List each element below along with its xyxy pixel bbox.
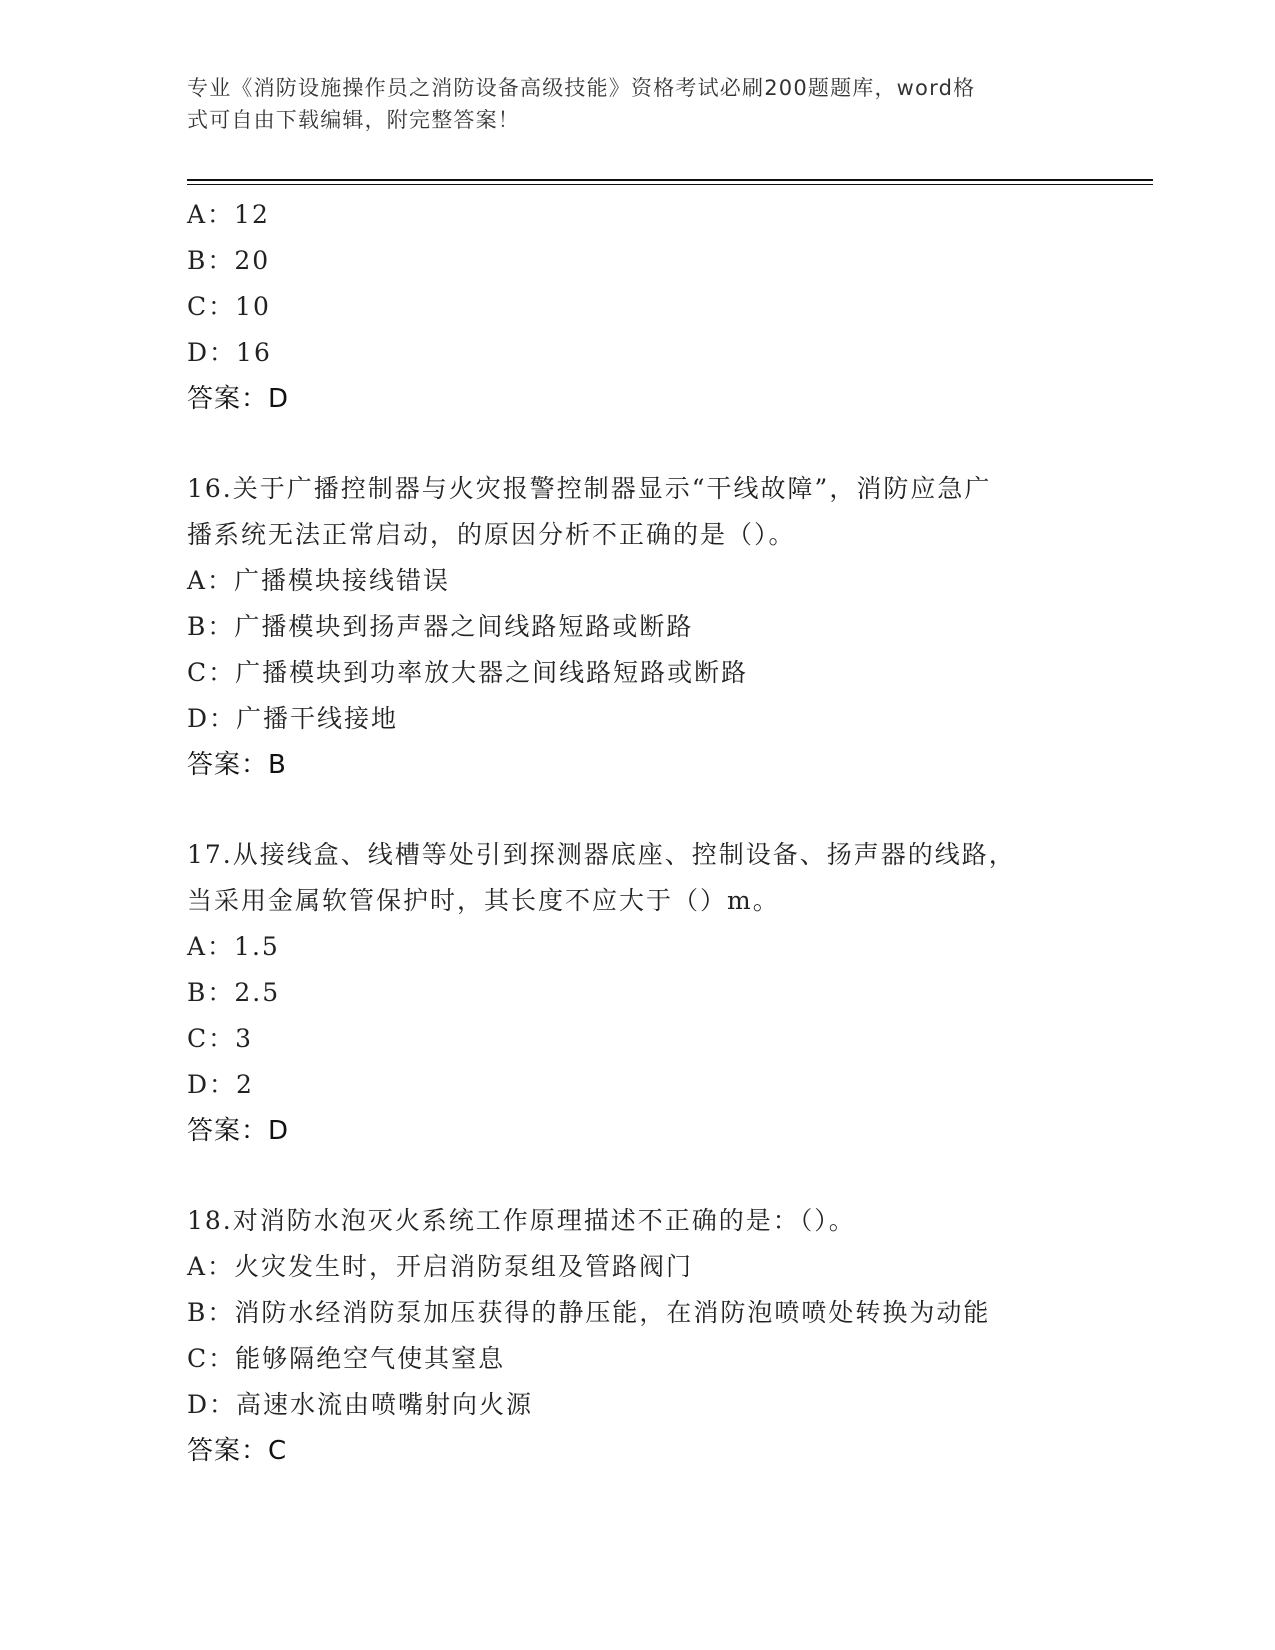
option-a: A：1.5	[187, 932, 280, 961]
question-list	[187, 192, 1087, 1474]
header-divider-thick	[187, 179, 1153, 181]
option-c: C：3	[187, 1024, 254, 1053]
question-18	[187, 1198, 1087, 1474]
answer: 答案：C	[187, 1436, 288, 1466]
header-line-2: 式可自由下载编辑，附完整答案！	[187, 108, 520, 132]
header-line-1: 专业《消防设施操作员之消防设备高级技能》资格考试必刷200题题库，word格	[187, 76, 976, 100]
option-b: B：2.5	[187, 978, 281, 1007]
option-a: A：广播模块接线错误	[187, 566, 451, 595]
option-a: A：12	[187, 200, 270, 229]
question-stem-line-2: 当采用金属软管保护时，其长度不应大于（）m。	[187, 886, 780, 915]
spacer	[187, 788, 1087, 832]
question-16	[187, 466, 1087, 788]
question-stem-line-2: 播系统无法正常启动，的原因分析不正确的是（）。	[187, 520, 796, 549]
answer: 答案：D	[187, 1116, 290, 1146]
spacer	[187, 422, 1087, 466]
question-stem-line-1: 17.从接线盒、线槽等处引到探测器底座、控制设备、扬声器的线路，	[187, 840, 1016, 869]
document-header	[187, 72, 1067, 136]
question-stem-line-1: 18.对消防水泡灭火系统工作原理描述不正确的是：（）。	[187, 1206, 856, 1235]
spacer	[187, 1154, 1087, 1198]
header-divider-thin	[187, 184, 1153, 185]
question-17	[187, 832, 1087, 1154]
option-b: B：20	[187, 246, 271, 275]
question-stem-line-1: 16.关于广播控制器与火灾报警控制器显示“干线故障”，消防应急广	[187, 474, 992, 503]
option-d: D：16	[187, 338, 272, 367]
option-b: B：消防水经消防泵加压获得的静压能，在消防泡喷喷处转换为动能	[187, 1298, 991, 1327]
option-d: D：2	[187, 1070, 254, 1099]
option-c: C：广播模块到功率放大器之间线路短路或断路	[187, 658, 749, 687]
option-c: C：10	[187, 292, 271, 321]
option-c: C：能够隔绝空气使其窒息	[187, 1344, 506, 1373]
option-a: A：火灾发生时，开启消防泵组及管路阀门	[187, 1252, 694, 1281]
option-d: D：广播干线接地	[187, 704, 399, 733]
option-b: B：广播模块到扬声器之间线路短路或断路	[187, 612, 694, 641]
answer: 答案：B	[187, 750, 287, 780]
question-15	[187, 192, 1087, 422]
option-d: D：高速水流由喷嘴射向火源	[187, 1390, 534, 1419]
answer: 答案：D	[187, 384, 290, 414]
